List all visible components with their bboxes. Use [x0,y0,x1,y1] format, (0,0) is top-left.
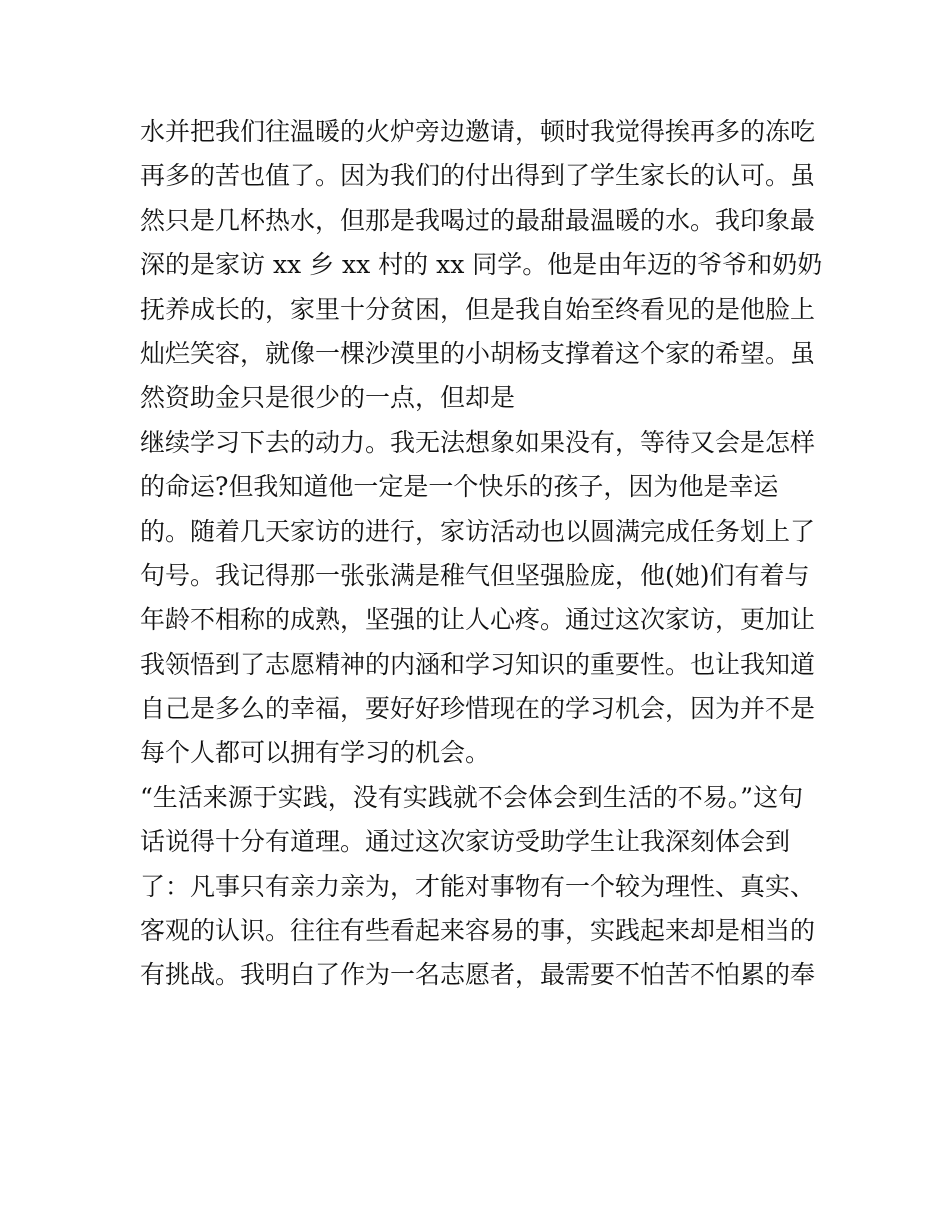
text-line: 年龄不相称的成熟，坚强的让人心疼。通过这次家访，更加让 [140,605,816,635]
body-text [140,110,830,998]
text-line: 客观的认识。往往有些看起来容易的事，实践起来却是相当的 [140,916,816,946]
text-line: 话说得十分有道理。通过这次家访受助学生让我深刻体会到 [140,827,791,857]
text-line: 的命运?但我知道他一定是一个快乐的孩子，因为他是幸运 [140,472,779,502]
text-line: 水并把我们往温暖的火炉旁边邀请，顿时我觉得挨再多的冻吃 [140,117,816,146]
text-line: 然只是几杯热水，但那是我喝过的最甜最温暖的水。我印象最 [140,205,816,235]
text-line: 自己是多么的幸福，要好好珍惜现在的学习机会，因为并不是 [140,694,816,724]
text-line: 再多的苦也值了。因为我们的付出得到了学生家长的认可。虽 [140,161,816,191]
text-line: 灿烂笑容，就像一棵沙漠里的小胡杨支撑着这个家的希望。虽 [140,338,816,368]
text-line: 每个人都可以拥有学习的机会。 [140,738,491,768]
text-line: 我领悟到了志愿精神的内涵和学习知识的重要性。也让我知道 [140,649,816,679]
text-line: 句号。我记得那一张张满是稚气但坚强脸庞，他(她)们有着与 [140,560,810,590]
text-line: “生活来源于实践，没有实践就不会体会到生活的不易。”这句 [140,782,804,812]
text-line: 的。随着几天家访的进行，家访活动也以圆满完成任务划上了 [140,516,816,546]
text-line: 抚养成长的，家里十分贫困，但是我自始至终看见的是他脸上 [140,294,816,324]
text-line: 深的是家访 xx 乡 xx 村的 xx 同学。他是由年迈的爷爷和奶奶 [140,250,823,280]
text-line: 然资助金只是很少的一点，但却是 [140,383,516,413]
text-line: 了：凡事只有亲力亲为，才能对事物有一个较为理性、真实、 [140,871,816,901]
text-line: 继续学习下去的动力。我无法想象如果没有，等待又会是怎样 [140,427,816,457]
text-line: 有挑战。我明白了作为一名志愿者，最需要不怕苦不怕累的奉 [140,960,816,990]
